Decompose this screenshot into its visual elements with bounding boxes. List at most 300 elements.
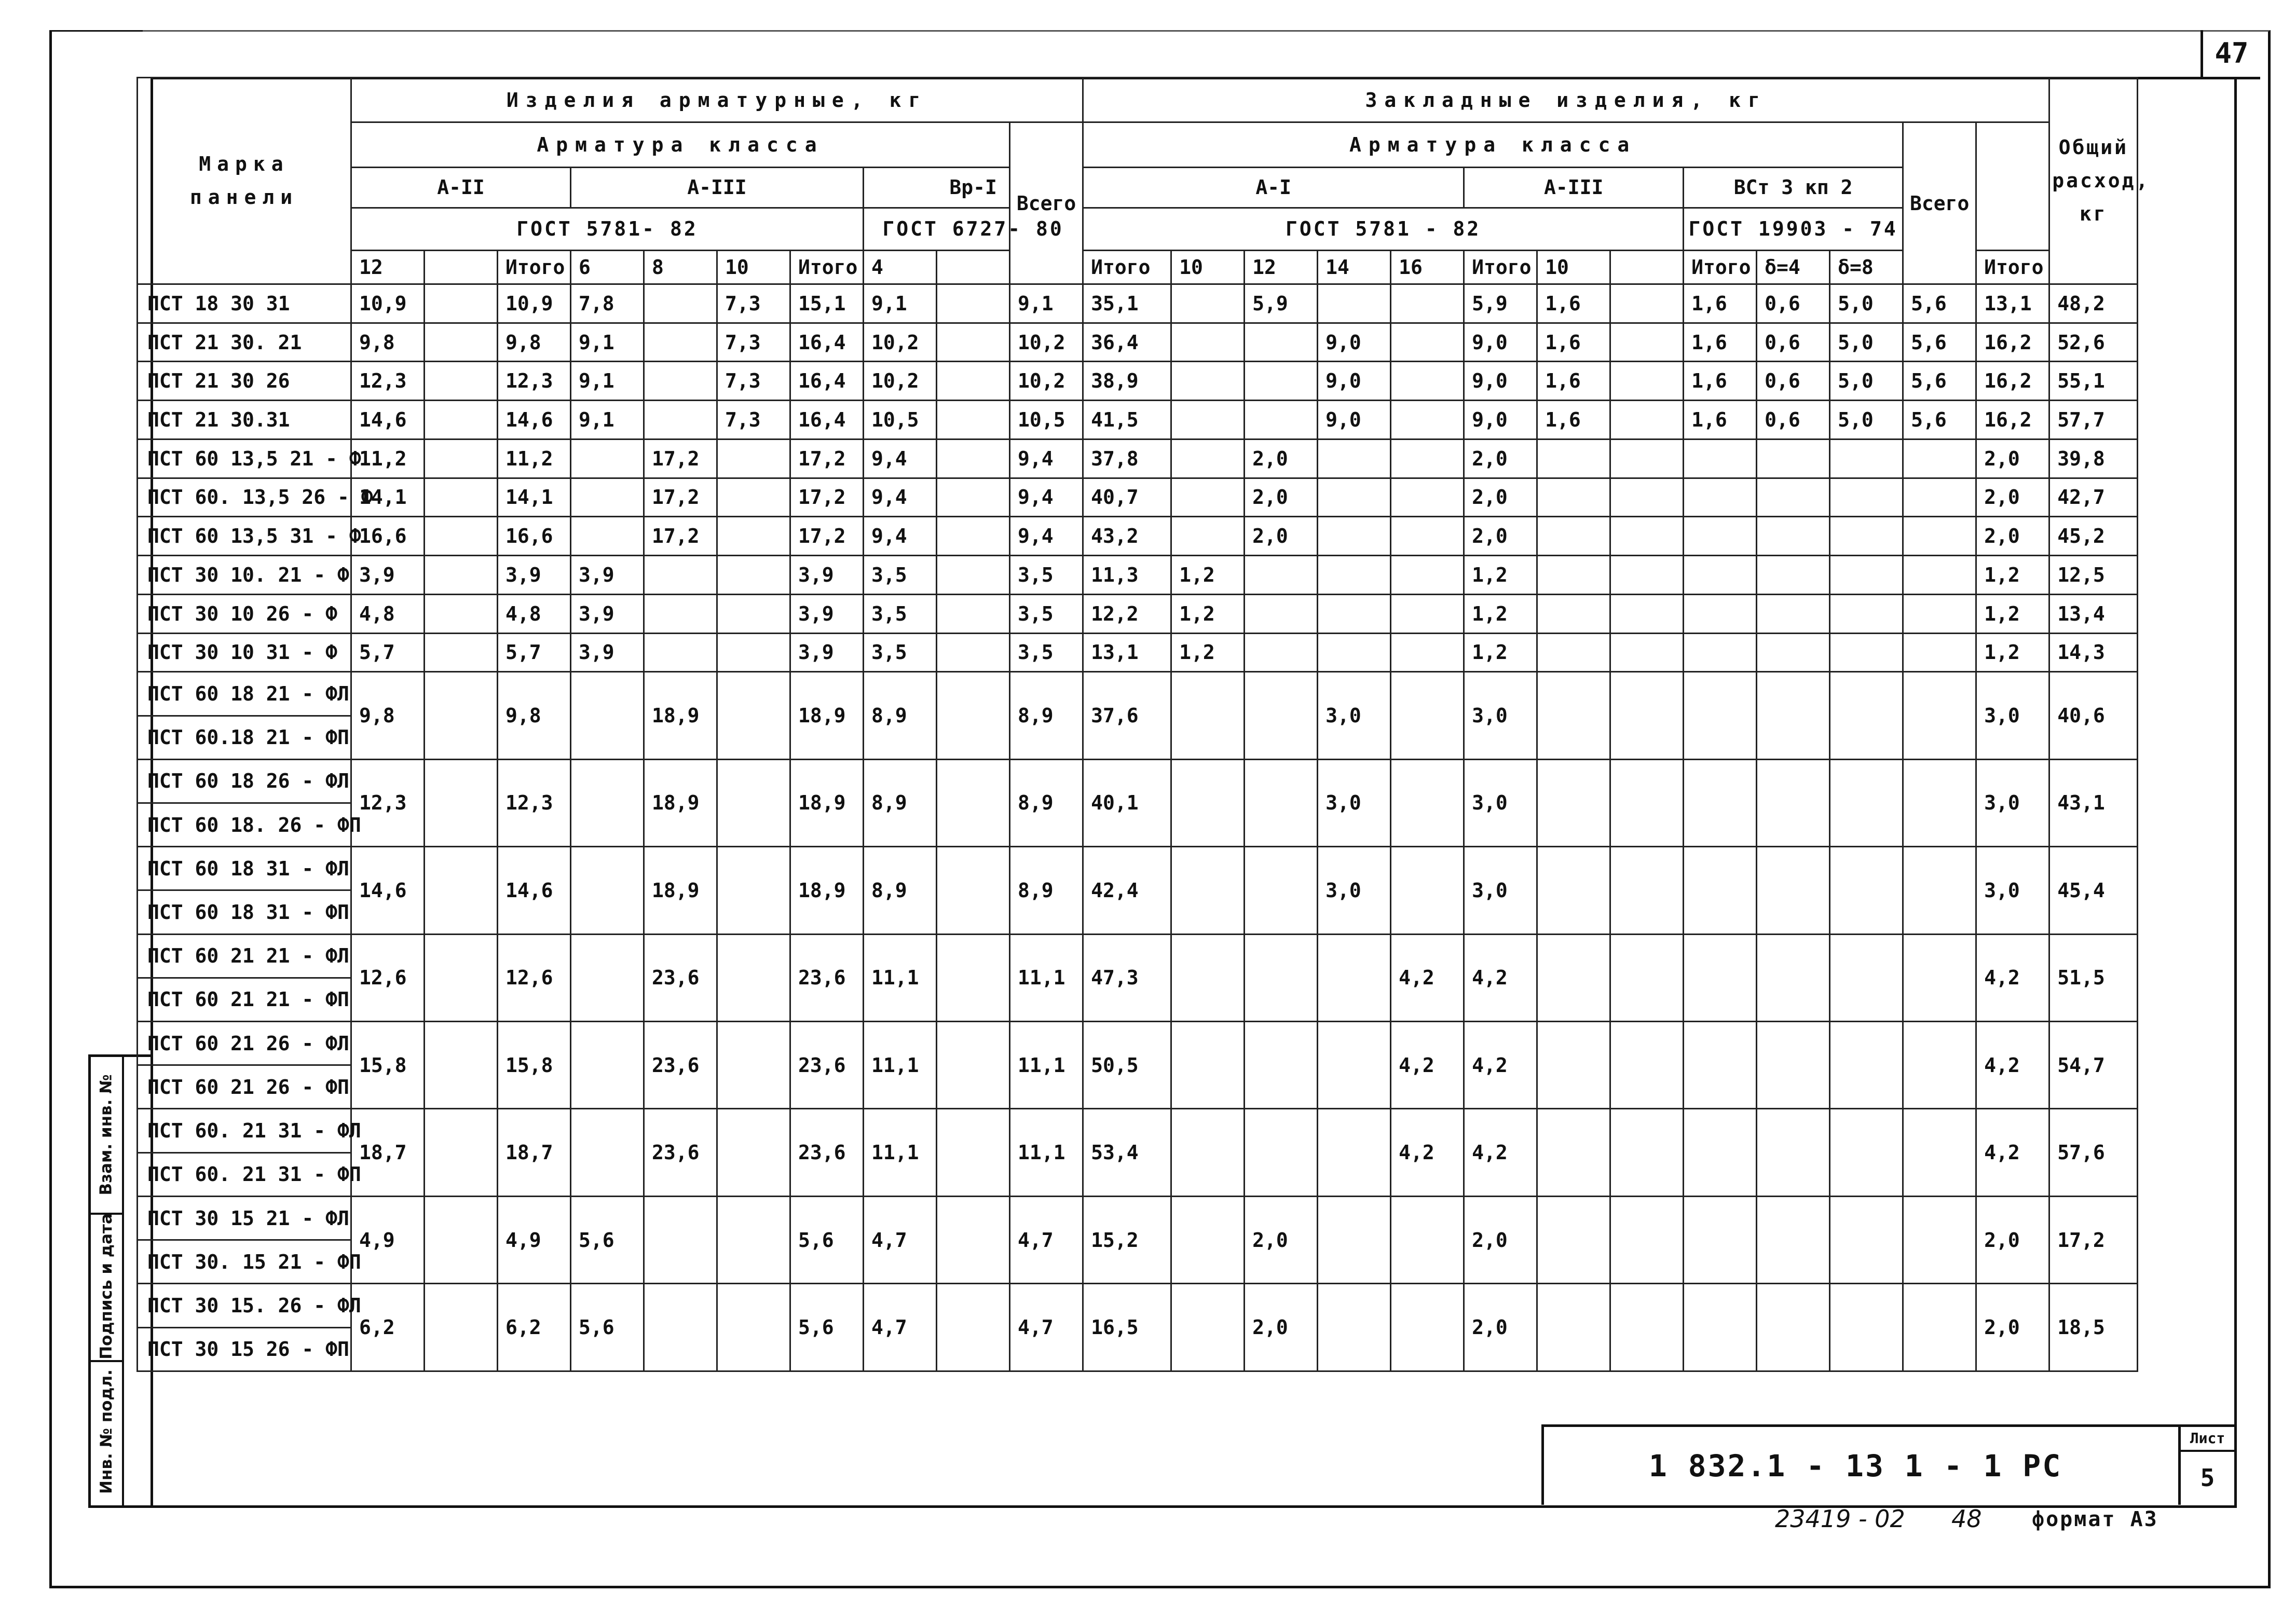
- emb-vsego-header: Всего: [1903, 122, 1976, 284]
- value-cell: [1610, 478, 1684, 517]
- panel-mark-right: ПСТ 60. 21 31 - ФП: [138, 1152, 351, 1196]
- panel-mark: ПСТ 30 10 26 - Ф: [138, 594, 351, 633]
- diameter-header: Итого: [1083, 250, 1171, 284]
- panel-mark: ПСТ 60 13,5 31 - Ф: [138, 517, 351, 556]
- value-cell: [1318, 633, 1391, 672]
- value-cell: 18,9: [790, 672, 864, 759]
- value-cell: 57,6: [2049, 1109, 2138, 1196]
- value-cell: [937, 1109, 1010, 1196]
- value-cell: [1830, 439, 1903, 478]
- diameter-header: 10: [717, 250, 790, 284]
- value-cell: 16,2: [1976, 323, 2049, 362]
- panel-mark-left: ПСТ 30 15. 26 - ФЛ: [138, 1284, 351, 1327]
- value-cell: [1903, 633, 1976, 672]
- diameter-header: 6: [571, 250, 644, 284]
- value-cell: 3,0: [1318, 672, 1391, 759]
- value-cell: 4,2: [1976, 1109, 2049, 1196]
- value-cell: [1537, 672, 1610, 759]
- value-cell: [1171, 439, 1245, 478]
- diameter-header: 4: [864, 250, 937, 284]
- value-cell: 13,1: [1976, 284, 2049, 323]
- value-cell: 0,6: [1757, 362, 1830, 401]
- value-cell: 4,9: [498, 1196, 571, 1283]
- diameter-header: Итого: [1464, 250, 1537, 284]
- value-cell: 3,5: [1010, 633, 1083, 672]
- value-cell: [1903, 1284, 1976, 1371]
- value-cell: [425, 633, 498, 672]
- value-cell: [1830, 1196, 1903, 1283]
- value-cell: 23,6: [644, 1022, 717, 1109]
- value-cell: [571, 847, 644, 934]
- diameter-header: 16: [1391, 250, 1464, 284]
- value-cell: [1245, 362, 1318, 401]
- value-cell: [717, 1284, 790, 1371]
- value-cell: [571, 478, 644, 517]
- panel-mark: ПСТ 30 10 31 - Ф: [138, 633, 351, 672]
- value-cell: 2,0: [1976, 1284, 2049, 1371]
- value-cell: 5,6: [790, 1196, 864, 1283]
- value-cell: 5,9: [1245, 284, 1318, 323]
- value-cell: 1,2: [1464, 633, 1537, 672]
- table-row: [138, 556, 2255, 595]
- diameter-header: 8: [644, 250, 717, 284]
- value-cell: [1830, 517, 1903, 556]
- document-code: 1 832.1 - 13 1 - 1 РС: [1648, 1448, 2062, 1484]
- arm-class-header: Арматура класса: [351, 122, 1010, 167]
- value-cell: [937, 1196, 1010, 1283]
- value-cell: [717, 1196, 790, 1283]
- value-cell: 12,6: [498, 934, 571, 1021]
- value-cell: [1318, 556, 1391, 595]
- value-cell: [937, 517, 1010, 556]
- value-cell: [937, 594, 1010, 633]
- value-cell: [1318, 934, 1391, 1021]
- table-row: [138, 1284, 2255, 1327]
- value-cell: [644, 284, 717, 323]
- value-cell: [1684, 1196, 1757, 1283]
- value-cell: [425, 556, 498, 595]
- value-cell: 45,2: [2049, 517, 2138, 556]
- value-cell: 9,8: [351, 672, 425, 759]
- value-cell: 0,6: [1757, 401, 1830, 440]
- value-cell: 9,4: [1010, 439, 1083, 478]
- value-cell: 1,6: [1684, 362, 1757, 401]
- value-cell: [1903, 847, 1976, 934]
- panel-mark: ПСТ 21 30 26: [138, 362, 351, 401]
- value-cell: 9,1: [1010, 284, 1083, 323]
- value-cell: 23,6: [790, 934, 864, 1021]
- value-cell: 15,1: [790, 284, 864, 323]
- value-cell: 11,1: [1010, 1022, 1083, 1109]
- gost-6727: ГОСТ 6727- 80: [864, 208, 1083, 250]
- panel-mark-left: ПСТ 60 21 21 - ФЛ: [138, 934, 351, 978]
- value-cell: [1245, 323, 1318, 362]
- value-cell: 18,9: [644, 759, 717, 846]
- consumption-table: [136, 77, 2256, 1372]
- value-cell: 5,6: [790, 1284, 864, 1371]
- value-cell: [1610, 594, 1684, 633]
- value-cell: 16,4: [790, 323, 864, 362]
- value-cell: 4,2: [1464, 1109, 1537, 1196]
- panel-mark-right: ПСТ 30 15 26 - ФП: [138, 1327, 351, 1371]
- value-cell: [1318, 1022, 1391, 1109]
- table-row: [138, 759, 2255, 803]
- embedded-header: Закладные изделия, кг: [1083, 78, 2049, 122]
- value-cell: 11,1: [1010, 1109, 1083, 1196]
- value-cell: [1245, 594, 1318, 633]
- value-cell: [1391, 362, 1464, 401]
- value-cell: [1903, 759, 1976, 846]
- value-cell: 1,2: [1464, 556, 1537, 595]
- value-cell: 9,1: [571, 323, 644, 362]
- value-cell: [1610, 1284, 1684, 1371]
- value-cell: [1830, 1109, 1903, 1196]
- value-cell: [1757, 633, 1830, 672]
- value-cell: 9,8: [498, 672, 571, 759]
- table-row: [138, 517, 2255, 556]
- value-cell: 4,8: [498, 594, 571, 633]
- value-cell: [1684, 517, 1757, 556]
- value-cell: [1903, 1109, 1976, 1196]
- value-cell: 4,2: [1391, 1109, 1464, 1196]
- table-row: [138, 1109, 2255, 1152]
- value-cell: [1830, 633, 1903, 672]
- value-cell: [1757, 517, 1830, 556]
- value-cell: [1830, 1022, 1903, 1109]
- value-cell: [1684, 633, 1757, 672]
- value-cell: 6,2: [351, 1284, 425, 1371]
- value-cell: [425, 517, 498, 556]
- value-cell: [1171, 362, 1245, 401]
- value-cell: [1610, 1196, 1684, 1283]
- value-cell: 40,6: [2049, 672, 2138, 759]
- value-cell: 11,2: [498, 439, 571, 478]
- value-cell: 23,6: [790, 1109, 864, 1196]
- value-cell: 8,9: [864, 672, 937, 759]
- value-cell: [1171, 284, 1245, 323]
- value-cell: 12,5: [2049, 556, 2138, 595]
- value-cell: 1,2: [1976, 594, 2049, 633]
- gost-5781-emb: ГОСТ 5781 - 82: [1083, 208, 1684, 250]
- value-cell: 13,4: [2049, 594, 2138, 633]
- value-cell: [1391, 594, 1464, 633]
- value-cell: [1903, 478, 1976, 517]
- diameter-header: 10: [1537, 250, 1610, 284]
- value-cell: 3,5: [1010, 556, 1083, 595]
- value-cell: [571, 934, 644, 1021]
- panel-mark-left: ПСТ 60. 21 31 - ФЛ: [138, 1109, 351, 1152]
- value-cell: 9,0: [1464, 362, 1537, 401]
- value-cell: 3,0: [1976, 847, 2049, 934]
- value-cell: 1,2: [1171, 594, 1245, 633]
- value-cell: 15,8: [498, 1022, 571, 1109]
- class-a3: А-III: [571, 167, 864, 208]
- value-cell: [1318, 1196, 1391, 1283]
- value-cell: 9,1: [864, 284, 937, 323]
- value-cell: [1757, 759, 1830, 846]
- value-cell: [1610, 439, 1684, 478]
- value-cell: [1830, 934, 1903, 1021]
- value-cell: [1171, 847, 1245, 934]
- value-cell: 4,8: [351, 594, 425, 633]
- panel-mark: ПСТ 60. 13,5 26 - Ф: [138, 478, 351, 517]
- panel-mark-right: ПСТ 30. 15 21 - ФП: [138, 1240, 351, 1284]
- diameter-header: 14: [1318, 250, 1391, 284]
- value-cell: 3,0: [1976, 759, 2049, 846]
- value-cell: 52,6: [2049, 323, 2138, 362]
- value-cell: 5,6: [1903, 401, 1976, 440]
- value-cell: [425, 672, 498, 759]
- value-cell: [1903, 934, 1976, 1021]
- panel-mark: ПСТ 18 30 31: [138, 284, 351, 323]
- panel-mark-left: ПСТ 60 18 26 - ФЛ: [138, 759, 351, 803]
- table-row: [138, 284, 2255, 323]
- sheet-number: 47: [2201, 30, 2260, 79]
- value-cell: [1537, 594, 1610, 633]
- title-block: [1541, 1424, 2234, 1505]
- class-vst: ВСт 3 кп 2: [1684, 167, 1903, 208]
- value-cell: 6,2: [498, 1284, 571, 1371]
- value-cell: [1537, 633, 1610, 672]
- value-cell: [571, 517, 644, 556]
- diameter-header: [937, 250, 1010, 284]
- value-cell: [717, 478, 790, 517]
- value-cell: [425, 323, 498, 362]
- value-cell: [717, 556, 790, 595]
- value-cell: [1391, 439, 1464, 478]
- value-cell: 2,0: [1245, 1284, 1318, 1371]
- value-cell: [1610, 847, 1684, 934]
- value-cell: 57,7: [2049, 401, 2138, 440]
- table-row: [138, 847, 2255, 890]
- value-cell: 4,7: [864, 1284, 937, 1371]
- value-cell: [1610, 323, 1684, 362]
- value-cell: [1171, 934, 1245, 1021]
- value-cell: [425, 439, 498, 478]
- value-cell: [937, 672, 1010, 759]
- value-cell: 10,9: [498, 284, 571, 323]
- value-cell: 9,4: [1010, 478, 1083, 517]
- value-cell: 3,0: [1464, 759, 1537, 846]
- value-cell: 54,7: [2049, 1022, 2138, 1109]
- stamp-podpis: Подпись и дата: [91, 1213, 122, 1362]
- value-cell: [644, 362, 717, 401]
- value-cell: 5,0: [1830, 323, 1903, 362]
- value-cell: 14,6: [498, 401, 571, 440]
- value-cell: [937, 284, 1010, 323]
- value-cell: [1537, 1109, 1610, 1196]
- value-cell: [1903, 439, 1976, 478]
- value-cell: [937, 633, 1010, 672]
- value-cell: 3,9: [571, 594, 644, 633]
- value-cell: 5,0: [1830, 401, 1903, 440]
- value-cell: 5,6: [571, 1196, 644, 1283]
- value-cell: 2,0: [1464, 439, 1537, 478]
- value-cell: [1245, 672, 1318, 759]
- value-cell: 1,6: [1684, 401, 1757, 440]
- value-cell: [1391, 1196, 1464, 1283]
- panel-mark-right: ПСТ 60 21 26 - ФП: [138, 1065, 351, 1109]
- emb-class-header: Арматура класса: [1083, 122, 1903, 167]
- value-cell: 2,0: [1245, 517, 1318, 556]
- value-cell: [1537, 1196, 1610, 1283]
- value-cell: [1171, 1284, 1245, 1371]
- value-cell: 4,7: [864, 1196, 937, 1283]
- value-cell: 3,9: [571, 556, 644, 595]
- value-cell: [1830, 594, 1903, 633]
- value-cell: 45,4: [2049, 847, 2138, 934]
- value-cell: [1684, 847, 1757, 934]
- value-cell: 9,8: [498, 323, 571, 362]
- value-cell: 12,3: [498, 759, 571, 846]
- value-cell: 10,2: [864, 323, 937, 362]
- value-cell: [1830, 672, 1903, 759]
- class-a3-emb: А-III: [1464, 167, 1684, 208]
- value-cell: [1537, 847, 1610, 934]
- value-cell: 42,4: [1083, 847, 1171, 934]
- value-cell: 16,2: [1976, 401, 2049, 440]
- value-cell: 4,9: [351, 1196, 425, 1283]
- value-cell: 16,4: [790, 362, 864, 401]
- diameter-header: Итого: [1976, 250, 2049, 284]
- value-cell: 1,6: [1537, 323, 1610, 362]
- value-cell: 8,9: [864, 759, 937, 846]
- stamp-vzam: Взам. инв. №: [91, 1057, 122, 1215]
- value-cell: [1757, 934, 1830, 1021]
- value-cell: [937, 847, 1010, 934]
- value-cell: [1537, 759, 1610, 846]
- diameter-header: δ=8: [1830, 250, 1903, 284]
- value-cell: [1757, 478, 1830, 517]
- value-cell: [1245, 401, 1318, 440]
- value-cell: 16,6: [351, 517, 425, 556]
- value-cell: [717, 517, 790, 556]
- value-cell: 1,2: [1171, 633, 1245, 672]
- footer-format: формат А3: [2032, 1507, 2158, 1531]
- value-cell: [717, 594, 790, 633]
- value-cell: [1610, 556, 1684, 595]
- value-cell: [644, 401, 717, 440]
- value-cell: 10,5: [864, 401, 937, 440]
- diameter-header: δ=4: [1757, 250, 1830, 284]
- value-cell: [425, 1109, 498, 1196]
- value-cell: [1171, 478, 1245, 517]
- value-cell: 0,6: [1757, 323, 1830, 362]
- value-cell: 14,6: [351, 401, 425, 440]
- value-cell: 3,0: [1318, 847, 1391, 934]
- value-cell: 1,2: [1976, 633, 2049, 672]
- sheet-cell: [2178, 1427, 2234, 1505]
- value-cell: 3,9: [790, 633, 864, 672]
- value-cell: [937, 1284, 1010, 1371]
- value-cell: 11,1: [1010, 934, 1083, 1021]
- value-cell: 4,7: [1010, 1284, 1083, 1371]
- value-cell: [1903, 556, 1976, 595]
- value-cell: [717, 1022, 790, 1109]
- value-cell: [1391, 323, 1464, 362]
- value-cell: 50,5: [1083, 1022, 1171, 1109]
- value-cell: 16,4: [790, 401, 864, 440]
- value-cell: [425, 759, 498, 846]
- value-cell: 4,2: [1391, 1022, 1464, 1109]
- value-cell: [937, 362, 1010, 401]
- value-cell: 38,9: [1083, 362, 1171, 401]
- diameter-header: 12: [351, 250, 425, 284]
- value-cell: [1245, 847, 1318, 934]
- value-cell: 15,2: [1083, 1196, 1171, 1283]
- value-cell: [1391, 284, 1464, 323]
- value-cell: 53,4: [1083, 1109, 1171, 1196]
- value-cell: [1391, 633, 1464, 672]
- value-cell: [1757, 1284, 1830, 1371]
- total-header: Общий расход, кг: [2049, 78, 2138, 284]
- value-cell: [1757, 1196, 1830, 1283]
- value-cell: [425, 594, 498, 633]
- value-cell: 40,1: [1083, 759, 1171, 846]
- value-cell: [1610, 362, 1684, 401]
- value-cell: [1537, 1022, 1610, 1109]
- value-cell: [1610, 1109, 1684, 1196]
- value-cell: [937, 556, 1010, 595]
- value-cell: [644, 323, 717, 362]
- value-cell: [425, 1284, 498, 1371]
- value-cell: 42,7: [2049, 478, 2138, 517]
- value-cell: 18,9: [644, 847, 717, 934]
- value-cell: 1,2: [1976, 556, 2049, 595]
- value-cell: 9,0: [1464, 401, 1537, 440]
- value-cell: [1171, 1196, 1245, 1283]
- value-cell: 5,9: [1464, 284, 1537, 323]
- value-cell: [937, 323, 1010, 362]
- value-cell: 5,7: [498, 633, 571, 672]
- value-cell: [1537, 478, 1610, 517]
- value-cell: [1391, 847, 1464, 934]
- value-cell: [1757, 1109, 1830, 1196]
- value-cell: [1830, 1284, 1903, 1371]
- value-cell: [1318, 594, 1391, 633]
- value-cell: 10,5: [1010, 401, 1083, 440]
- value-cell: 1,2: [1171, 556, 1245, 595]
- value-cell: [1391, 401, 1464, 440]
- value-cell: [937, 934, 1010, 1021]
- value-cell: [1171, 401, 1245, 440]
- value-cell: 23,6: [644, 934, 717, 1021]
- value-cell: [1171, 759, 1245, 846]
- value-cell: 4,2: [1976, 934, 2049, 1021]
- value-cell: 16,5: [1083, 1284, 1171, 1371]
- panel-mark-right: ПСТ 60 21 21 - ФП: [138, 978, 351, 1021]
- value-cell: 1,6: [1537, 284, 1610, 323]
- value-cell: [571, 1022, 644, 1109]
- value-cell: 0,6: [1757, 284, 1830, 323]
- value-cell: 1,6: [1684, 323, 1757, 362]
- diameter-header: 10: [1171, 250, 1245, 284]
- value-cell: [1318, 284, 1391, 323]
- value-cell: [1830, 847, 1903, 934]
- value-cell: [1318, 1109, 1391, 1196]
- panel-mark-right: ПСТ 60.18 21 - ФП: [138, 716, 351, 759]
- diameter-header: Итого: [498, 250, 571, 284]
- footer-page: 48: [1951, 1505, 1982, 1533]
- value-cell: [1684, 478, 1757, 517]
- value-cell: 8,9: [1010, 759, 1083, 846]
- value-cell: [1684, 1022, 1757, 1109]
- value-cell: [1245, 633, 1318, 672]
- value-cell: 4,2: [1976, 1022, 2049, 1109]
- value-cell: 48,2: [2049, 284, 2138, 323]
- value-cell: 4,2: [1464, 934, 1537, 1021]
- value-cell: 55,1: [2049, 362, 2138, 401]
